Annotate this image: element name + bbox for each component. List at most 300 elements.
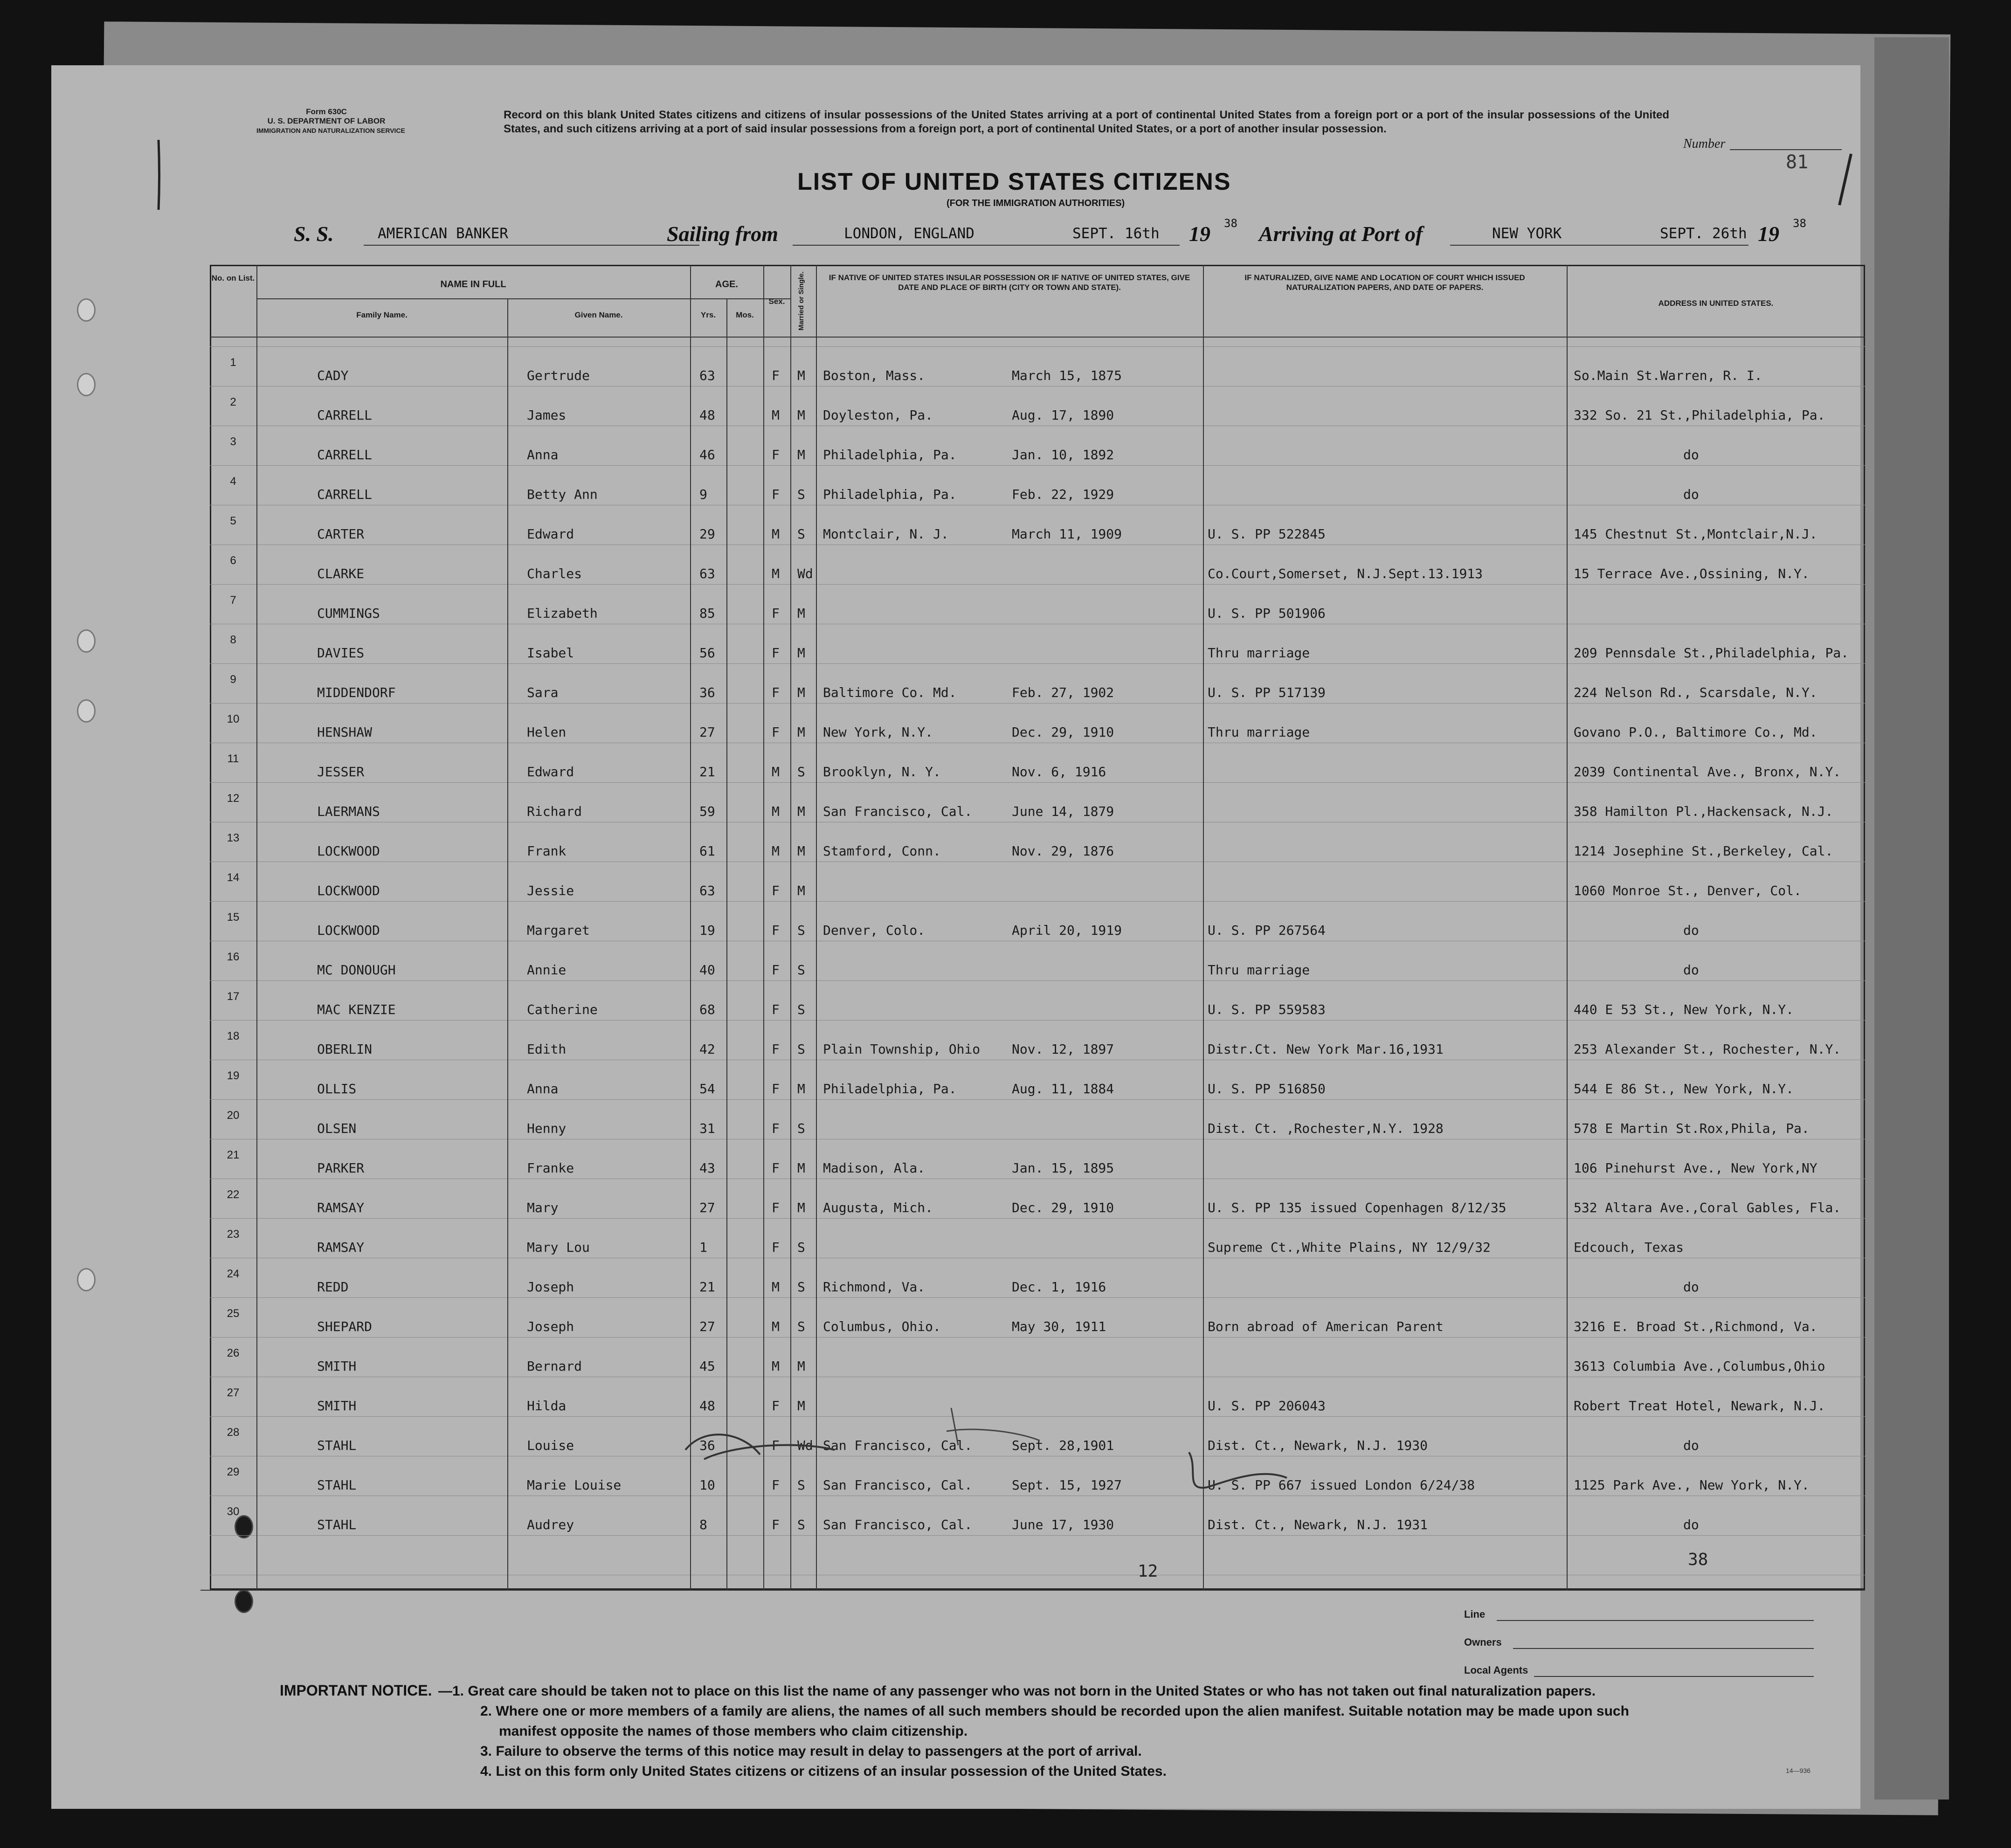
cell-ms: S — [797, 1279, 805, 1295]
cell-age: 63 — [699, 883, 715, 898]
cell-birth-place: Plain Township, Ohio — [823, 1041, 981, 1057]
cell-family: CARRELL — [317, 487, 373, 502]
cell-ms: S — [797, 962, 805, 978]
cell-age: 31 — [699, 1121, 715, 1136]
notice-item-2: 2. Where one or more members of a family are aliens, the names of all such members should be recorded upon the alien manifest. Suitable notation may be made upon such — [480, 1703, 1629, 1719]
cell-address: 2039 Continental Ave., Bronx, N.Y. — [1574, 764, 1841, 779]
ss-label: S. S. — [294, 222, 334, 246]
cell-age: 56 — [699, 645, 715, 661]
cell-family: PARKER — [317, 1160, 365, 1176]
departure-port: LONDON, ENGLAND — [844, 225, 974, 242]
cell-nat: U. S. PP 559583 — [1208, 1002, 1326, 1017]
cell-sex: M — [772, 1358, 780, 1374]
cell-address: 532 Altara Ave.,Coral Gables, Fla. — [1574, 1200, 1841, 1215]
cell-ms: S — [797, 1240, 805, 1255]
cell-ms: S — [797, 1041, 805, 1057]
cell-given: Bernard — [527, 1358, 582, 1374]
cell-birth-place: Philadelphia, Pa. — [823, 487, 957, 502]
cell-given: Anna — [527, 1081, 559, 1096]
cell-ms: M — [797, 1160, 805, 1176]
cell-family: LOCKWOOD — [317, 843, 380, 859]
cell-family: LAERMANS — [317, 804, 380, 819]
cell-ms: M — [797, 804, 805, 819]
header-sex: Sex. — [768, 297, 785, 306]
cell-sex: F — [772, 606, 780, 621]
cell-family: STAHL — [317, 1438, 357, 1453]
form-number: Form 630C — [306, 107, 347, 116]
cell-given: Joseph — [527, 1319, 574, 1334]
cell-birth-date: Nov. 6, 1916 — [1012, 764, 1106, 779]
owners-label: Owners — [1464, 1636, 1502, 1648]
cell-given: Annie — [527, 962, 567, 978]
cell-age: 43 — [699, 1160, 715, 1176]
cell-family: MAC KENZIE — [317, 1002, 396, 1017]
cell-sex: F — [772, 923, 780, 938]
cell-age: 10 — [699, 1477, 715, 1493]
cell-address: do — [1683, 447, 1699, 462]
cell-sex: F — [772, 1438, 780, 1453]
cell-sex: F — [772, 447, 780, 462]
tally-38: 38 — [1688, 1550, 1708, 1569]
cell-ms: S — [797, 1477, 805, 1493]
cell-no: 26 — [227, 1347, 240, 1359]
cell-birth-date: March 11, 1909 — [1012, 526, 1122, 542]
header-birth: IF NATIVE OF UNITED STATES INSULAR POSSESSION OR IF NATIVE OF UNITED STATES, GIVE DATE AND PLACE OF BIRTH (CITY OR TOWN AND STATE). — [829, 273, 1190, 292]
cell-sex: F — [772, 1200, 780, 1215]
header-family-name: Family Name. — [356, 310, 408, 319]
cell-no: 28 — [227, 1426, 240, 1439]
cell-ms: M — [797, 606, 805, 621]
cell-family: REDD — [317, 1279, 349, 1295]
cell-family: CARTER — [317, 526, 365, 542]
cell-given: Edward — [527, 764, 574, 779]
cell-address: do — [1683, 923, 1699, 938]
cell-address: Robert Treat Hotel, Newark, N.J. — [1574, 1398, 1825, 1414]
service-name: IMMIGRATION AND NATURALIZATION SERVICE — [256, 127, 405, 134]
cell-family: RAMSAY — [317, 1240, 365, 1255]
notice-heading: IMPORTANT NOTICE. — [280, 1682, 432, 1699]
cell-given: Frank — [527, 843, 567, 859]
cell-sex: F — [772, 487, 780, 502]
cell-age: 27 — [699, 724, 715, 740]
cell-no: 2 — [230, 396, 236, 408]
cell-birth-date: May 30, 1911 — [1012, 1319, 1106, 1334]
cell-birth-date: Dec. 1, 1916 — [1012, 1279, 1106, 1295]
header-given-name: Given Name. — [574, 310, 623, 319]
cell-no: 13 — [227, 832, 240, 844]
cell-birth-date: June 14, 1879 — [1012, 804, 1114, 819]
cell-birth-date: Jan. 10, 1892 — [1012, 447, 1114, 462]
cell-nat: Thru marriage — [1208, 962, 1310, 978]
cell-nat: Dist. Ct., Newark, N.J. 1931 — [1208, 1517, 1428, 1532]
cell-given: Margaret — [527, 923, 590, 938]
cell-birth-date: Jan. 15, 1895 — [1012, 1160, 1114, 1176]
cell-family: SHEPARD — [317, 1319, 373, 1334]
cell-age: 46 — [699, 447, 715, 462]
cell-given: Marie Louise — [527, 1477, 622, 1493]
page-title: LIST OF UNITED STATES CITIZENS — [797, 168, 1231, 195]
cell-given: Elizabeth — [527, 606, 598, 621]
cell-family: HENSHAW — [317, 724, 373, 740]
cell-address: 3216 E. Broad St.,Richmond, Va. — [1574, 1319, 1818, 1334]
cell-ms: M — [797, 1081, 805, 1096]
cell-birth-place: Montclair, N. J. — [823, 526, 949, 542]
cell-birth-date: Aug. 11, 1884 — [1012, 1081, 1114, 1096]
cell-sex: M — [772, 1319, 780, 1334]
cell-no: 7 — [230, 594, 236, 607]
cell-address: 1125 Park Ave., New York, N.Y. — [1574, 1477, 1810, 1493]
cell-address: do — [1683, 1438, 1699, 1453]
cell-birth-date: Nov. 12, 1897 — [1012, 1041, 1114, 1057]
cell-given: Mary Lou — [527, 1240, 590, 1255]
cell-family: MIDDENDORF — [317, 685, 396, 700]
cell-no: 9 — [230, 673, 236, 686]
cell-given: Franke — [527, 1160, 574, 1176]
cell-birth-place: San Francisco, Cal. — [823, 1517, 973, 1532]
page-subtitle: (FOR THE IMMIGRATION AUTHORITIES) — [947, 198, 1125, 208]
cell-ms: M — [797, 883, 805, 898]
cell-age: 48 — [699, 407, 715, 423]
cell-given: Catherine — [527, 1002, 598, 1017]
cell-age: 85 — [699, 606, 715, 621]
cell-family: SMITH — [317, 1398, 357, 1414]
cell-family: CUMMINGS — [317, 606, 380, 621]
cell-age: 27 — [699, 1319, 715, 1334]
cell-ms: S — [797, 1319, 805, 1334]
cell-age: 40 — [699, 962, 715, 978]
cell-given: Anna — [527, 447, 559, 462]
cell-address: 332 So. 21 St.,Philadelphia, Pa. — [1574, 407, 1825, 423]
header-married-single: Married or Single. — [797, 271, 805, 331]
cell-birth-date: April 20, 1919 — [1012, 923, 1122, 938]
cell-ms: M — [797, 843, 805, 859]
cell-sex: M — [772, 804, 780, 819]
cell-ms: Wd — [797, 566, 813, 581]
cell-given: Betty Ann — [527, 487, 598, 502]
cell-birth-place: Baltimore Co. Md. — [823, 685, 957, 700]
cell-given: Edith — [527, 1041, 567, 1057]
cell-address: So.Main St.Warren, R. I. — [1574, 368, 1762, 383]
cell-birth-date: Feb. 27, 1902 — [1012, 685, 1114, 700]
cell-address: 253 Alexander St., Rochester, N.Y. — [1574, 1041, 1841, 1057]
cell-no: 10 — [227, 713, 240, 725]
cell-ms: M — [797, 1200, 805, 1215]
cell-birth-place: Richmond, Va. — [823, 1279, 926, 1295]
cell-sex: M — [772, 566, 780, 581]
header-age: AGE. — [715, 279, 738, 290]
cell-sex: F — [772, 685, 780, 700]
cell-address: 578 E Martin St.Rox,Phila, Pa. — [1574, 1121, 1810, 1136]
cell-address: 440 E 53 St., New York, N.Y. — [1574, 1002, 1794, 1017]
cell-age: 27 — [699, 1200, 715, 1215]
cell-family: OLSEN — [317, 1121, 357, 1136]
cell-age: 48 — [699, 1398, 715, 1414]
cell-birth-date: Dec. 29, 1910 — [1012, 1200, 1114, 1215]
cell-address: do — [1683, 1279, 1699, 1295]
cell-ms: S — [797, 1002, 805, 1017]
cell-sex: F — [772, 883, 780, 898]
cell-age: 19 — [699, 923, 715, 938]
cell-sex: F — [772, 368, 780, 383]
cell-given: Audrey — [527, 1517, 574, 1532]
cell-sex: F — [772, 1121, 780, 1136]
cell-birth-date: Sept. 28,1901 — [1012, 1438, 1114, 1453]
cell-age: 63 — [699, 566, 715, 581]
cell-family: STAHL — [317, 1477, 357, 1493]
header-no: No. on List. — [211, 274, 255, 283]
cell-no: 20 — [227, 1109, 240, 1122]
cell-address: 15 Terrace Ave.,Ossining, N.Y. — [1574, 566, 1810, 581]
ship-name: AMERICAN BANKER — [378, 225, 508, 242]
cell-ms: M — [797, 685, 805, 700]
cell-age: 63 — [699, 368, 715, 383]
cell-no: 24 — [227, 1268, 240, 1280]
cell-sex: F — [772, 1002, 780, 1017]
form-code: 14—936 — [1786, 1767, 1811, 1774]
notice-item-4: 4. List on this form only United States citizens or citizens of an insular possession of the United States. — [480, 1764, 1167, 1779]
cell-no: 21 — [227, 1149, 240, 1161]
cell-birth-date: Dec. 29, 1910 — [1012, 724, 1114, 740]
cell-given: Edward — [527, 526, 574, 542]
cell-age: 1 — [699, 1240, 707, 1255]
cell-no: 30 — [227, 1505, 240, 1518]
departure-date: SEPT. 16th — [1072, 225, 1160, 242]
cell-family: DAVIES — [317, 645, 365, 661]
cell-nat: U. S. PP 516850 — [1208, 1081, 1326, 1096]
cell-ms: S — [797, 764, 805, 779]
departure-year-suffix: 38 — [1224, 217, 1237, 230]
cell-birth-place: San Francisco, Cal. — [823, 1438, 973, 1453]
arriving-label: Arriving at Port of — [1259, 222, 1423, 246]
back-sheet-edge — [1874, 37, 1949, 1800]
cell-birth-place: Boston, Mass. — [823, 368, 926, 383]
cell-birth-place: Columbus, Ohio. — [823, 1319, 941, 1334]
cell-nat: U. S. PP 501906 — [1208, 606, 1326, 621]
number-value: 81 — [1786, 152, 1809, 173]
cell-no: 25 — [227, 1307, 240, 1320]
cell-birth-place: San Francisco, Cal. — [823, 804, 973, 819]
cell-age: 54 — [699, 1081, 715, 1096]
cell-birth-place: New York, N.Y. — [823, 724, 933, 740]
cell-sex: F — [772, 962, 780, 978]
cell-given: Joseph — [527, 1279, 574, 1295]
cell-ms: M — [797, 447, 805, 462]
cell-age: 21 — [699, 764, 715, 779]
cell-family: CARRELL — [317, 407, 373, 423]
cell-address: do — [1683, 487, 1699, 502]
cell-birth-place: Denver, Colo. — [823, 923, 926, 938]
cell-sex: F — [772, 1517, 780, 1532]
notice-item-1: —1. Great care should be taken not to place on this list the name of any passenger who was not born in the United States or who has not taken out final naturalization papers. — [438, 1683, 1596, 1699]
local-agents-label: Local Agents — [1464, 1664, 1528, 1676]
cell-address: 3613 Columbia Ave.,Columbus,Ohio — [1574, 1358, 1825, 1374]
header-address: ADDRESS IN UNITED STATES. — [1658, 299, 1774, 308]
intro-text: Record on this blank United States citizens and citizens of insular possessions of the United States arriving at a port of continental United States from a foreign port or a port of the insular possessions of the United States, and such citizens arriving at a port of said insular possessions from a foreign port, a port of continental United States, or a port of another insular possession. — [504, 109, 1669, 135]
cell-no: 1 — [230, 356, 236, 369]
cell-given: Louise — [527, 1438, 574, 1453]
cell-sex: F — [772, 1041, 780, 1057]
cell-sex: M — [772, 764, 780, 779]
cell-address: 1214 Josephine St.,Berkeley, Cal. — [1574, 843, 1833, 859]
cell-family: OBERLIN — [317, 1041, 373, 1057]
cell-age: 36 — [699, 1438, 715, 1453]
tally-12: 12 — [1138, 1562, 1158, 1581]
cell-ms: S — [797, 526, 805, 542]
cell-sex: F — [772, 1081, 780, 1096]
cell-ms: M — [797, 1358, 805, 1374]
cell-sex: M — [772, 843, 780, 859]
cell-birth-place: Madison, Ala. — [823, 1160, 926, 1176]
cell-no: 14 — [227, 871, 240, 884]
cell-address: 358 Hamilton Pl.,Hackensack, N.J. — [1574, 804, 1833, 819]
arrival-port: NEW YORK — [1492, 225, 1562, 242]
cell-birth-date: Aug. 17, 1890 — [1012, 407, 1114, 423]
sailing-from-label: Sailing from — [667, 222, 779, 246]
cell-address: 1060 Monroe St., Denver, Col. — [1574, 883, 1802, 898]
departure-year-prefix: 19 — [1189, 222, 1210, 246]
cell-sex: F — [772, 1160, 780, 1176]
cell-ms: M — [797, 1398, 805, 1414]
cell-no: 22 — [227, 1188, 240, 1201]
header-naturalized: IF NATURALIZED, GIVE NAME AND LOCATION OF COURT WHICH ISSUED NATURALIZATION PAPERS, AND DATE OF PAPERS. — [1244, 273, 1525, 292]
cell-no: 15 — [227, 911, 240, 924]
cell-age: 68 — [699, 1002, 715, 1017]
cell-no: 19 — [227, 1069, 240, 1082]
cell-no: 29 — [227, 1466, 240, 1478]
cell-address: 106 Pinehurst Ave., New York,NY — [1574, 1160, 1818, 1176]
cell-ms: M — [797, 368, 805, 383]
cell-given: Richard — [527, 804, 582, 819]
cell-age: 9 — [699, 487, 707, 502]
cell-birth-place: Stamford, Conn. — [823, 843, 941, 859]
cell-nat: Co.Court,Somerset, N.J.Sept.13.1913 — [1208, 566, 1483, 581]
cell-family: OLLIS — [317, 1081, 357, 1096]
cell-family: CLARKE — [317, 566, 365, 581]
cell-ms: S — [797, 1517, 805, 1532]
cell-nat: U. S. PP 667 issued London 6/24/38 — [1208, 1477, 1475, 1493]
handwritten-marks — [51, 65, 1860, 1809]
cell-no: 12 — [227, 792, 240, 805]
cell-no: 11 — [227, 752, 239, 765]
cell-address: Govano P.O., Baltimore Co., Md. — [1574, 724, 1818, 740]
cell-birth-place: Doyleston, Pa. — [823, 407, 933, 423]
notice-item-3: 3. Failure to observe the terms of this notice may result in delay to passengers at the port of arrival. — [480, 1744, 1142, 1759]
cell-age: 45 — [699, 1358, 715, 1374]
cell-birth-date: Feb. 22, 1929 — [1012, 487, 1114, 502]
cell-given: Isabel — [527, 645, 574, 661]
cell-sex: F — [772, 1240, 780, 1255]
cell-nat: U. S. PP 206043 — [1208, 1398, 1326, 1414]
cell-age: 36 — [699, 685, 715, 700]
cell-nat: Thru marriage — [1208, 724, 1310, 740]
header-months: Mos. — [736, 310, 754, 319]
cell-sex: M — [772, 526, 780, 542]
header-name-in-full: NAME IN FULL — [440, 279, 506, 290]
cell-no: 16 — [227, 951, 240, 963]
cell-no: 3 — [230, 435, 236, 448]
cell-family: STAHL — [317, 1517, 357, 1532]
cell-age: 42 — [699, 1041, 715, 1057]
cell-ms: Wd — [797, 1438, 813, 1453]
cell-family: JESSER — [317, 764, 365, 779]
cell-address: do — [1683, 1517, 1699, 1532]
cell-sex: F — [772, 1398, 780, 1414]
cell-age: 21 — [699, 1279, 715, 1295]
cell-age: 59 — [699, 804, 715, 819]
cell-birth-place: Brooklyn, N. Y. — [823, 764, 941, 779]
cell-age: 61 — [699, 843, 715, 859]
cell-ms: S — [797, 487, 805, 502]
cell-family: CARRELL — [317, 447, 373, 462]
cell-nat: Thru marriage — [1208, 645, 1310, 661]
cell-no: 18 — [227, 1030, 240, 1042]
cell-nat: Dist. Ct., Newark, N.J. 1930 — [1208, 1438, 1428, 1453]
cell-address: 209 Pennsdale St.,Philadelphia, Pa. — [1574, 645, 1849, 661]
cell-birth-date: Nov. 29, 1876 — [1012, 843, 1114, 859]
cell-birth-date: June 17, 1930 — [1012, 1517, 1114, 1532]
cell-no: 27 — [227, 1386, 240, 1399]
cell-sex: M — [772, 1279, 780, 1295]
cell-given: Gertrude — [527, 368, 590, 383]
cell-birth-date: March 15, 1875 — [1012, 368, 1122, 383]
cell-ms: M — [797, 407, 805, 423]
cell-no: 6 — [230, 554, 236, 567]
number-label: Number — [1683, 137, 1726, 151]
cell-family: SMITH — [317, 1358, 357, 1374]
cell-birth-date: Sept. 15, 1927 — [1012, 1477, 1122, 1493]
cell-nat: U. S. PP 522845 — [1208, 526, 1326, 542]
department-name: U. S. DEPARTMENT OF LABOR — [267, 117, 386, 125]
notice-item-2-cont: manifest opposite the names of those members who claim citizenship. — [499, 1724, 968, 1739]
cell-birth-place: Augusta, Mich. — [823, 1200, 933, 1215]
cell-nat: U. S. PP 267564 — [1208, 923, 1326, 938]
cell-address: 224 Nelson Rd., Scarsdale, N.Y. — [1574, 685, 1818, 700]
cell-no: 17 — [227, 990, 240, 1003]
cell-age: 8 — [699, 1517, 707, 1532]
cell-nat: Dist. Ct. ,Rochester,N.Y. 1928 — [1208, 1121, 1444, 1136]
cell-birth-place: Philadelphia, Pa. — [823, 1081, 957, 1096]
cell-birth-place: Philadelphia, Pa. — [823, 447, 957, 462]
cell-family: MC DONOUGH — [317, 962, 396, 978]
cell-family: LOCKWOOD — [317, 923, 380, 938]
cell-given: Henny — [527, 1121, 567, 1136]
cell-nat: U. S. PP 517139 — [1208, 685, 1326, 700]
cell-no: 8 — [230, 634, 236, 646]
cell-ms: S — [797, 1121, 805, 1136]
cell-nat: Supreme Ct.,White Plains, NY 12/9/32 — [1208, 1240, 1491, 1255]
arrival-date: SEPT. 26th — [1660, 225, 1747, 242]
cell-address: do — [1683, 962, 1699, 978]
cell-given: Charles — [527, 566, 582, 581]
line-label: Line — [1464, 1608, 1486, 1620]
cell-address: Edcouch, Texas — [1574, 1240, 1684, 1255]
cell-given: Jessie — [527, 883, 574, 898]
cell-no: 5 — [230, 515, 236, 527]
cell-family: CADY — [317, 368, 349, 383]
header-years: Yrs. — [700, 310, 716, 319]
cell-sex: F — [772, 645, 780, 661]
cell-given: Sara — [527, 685, 559, 700]
cell-ms: S — [797, 923, 805, 938]
cell-no: 23 — [227, 1228, 240, 1241]
cell-sex: F — [772, 724, 780, 740]
cell-nat: Born abroad of American Parent — [1208, 1319, 1444, 1334]
cell-ms: M — [797, 645, 805, 661]
cell-family: LOCKWOOD — [317, 883, 380, 898]
cell-birth-place: San Francisco, Cal. — [823, 1477, 973, 1493]
cell-no: 4 — [230, 475, 236, 488]
manifest-page — [51, 65, 1860, 1809]
